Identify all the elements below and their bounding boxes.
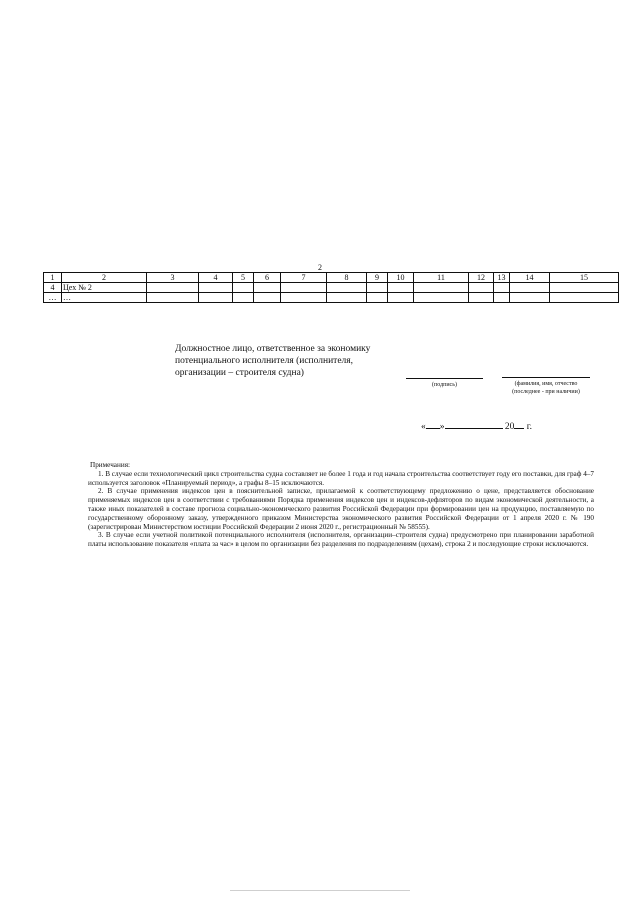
header-cell: 2 — [62, 273, 147, 283]
note-item: 2. В случае применения индексов цен в пояснительной записке, прилагаемой к соответствующему предложению о цене, представляется обоснование применяемых индексов цен в соответствии с требованиями Порядка применения индексов цен и индексов-дефляторов по видам экономической деятельности, а также иных показателей в составе прогноза социально-экономического развития Российской Федерации при формировании цен на продукцию, поставляемую по государственному оборонному заказу, утвержденного приказом Министерства экономического развития Российской Федерации от 1 апреля 2020 г. № 190 (зарегистрирован Министерством юстиции Российской Федерации 2 июня 2020 г., регистрационный № 58555). — [88, 487, 594, 531]
table-row — [44, 293, 619, 303]
header-cell: 8 — [327, 273, 367, 283]
date-open-quote: « — [421, 422, 426, 432]
signature-caption: (подпись) — [432, 382, 457, 388]
table-cell — [233, 293, 254, 303]
name-line — [502, 377, 590, 378]
header-cell: 6 — [254, 273, 281, 283]
table-cell — [199, 283, 233, 293]
official-line-3: организации – строителя судна) — [175, 368, 304, 378]
header-cell: 15 — [550, 273, 619, 283]
data-table — [43, 272, 619, 303]
table-cell — [388, 293, 414, 303]
header-cell: 10 — [388, 273, 414, 283]
table-header-row — [44, 273, 619, 283]
date-close-quote: » — [439, 422, 445, 432]
header-cell: 3 — [147, 273, 199, 283]
table-cell — [367, 293, 388, 303]
table-cell — [147, 293, 199, 303]
table-cell — [281, 283, 327, 293]
table-cell — [414, 283, 469, 293]
table-cell — [494, 283, 510, 293]
official-line-1: Должностное лицо, ответственное за экономику — [175, 344, 371, 354]
table-cell — [414, 293, 469, 303]
table-cell — [327, 283, 367, 293]
table-cell: 4 — [44, 283, 62, 293]
bottom-edge-line — [230, 890, 410, 891]
table-row — [44, 283, 619, 293]
year-suffix: г. — [526, 422, 532, 432]
note-item: 1. В случае если технологический цикл строительства судна составляет не более 1 года и год начала строительства соответствует году его поставки, для граф 4–7 используется заголовок «Планируемый период», а графы 8–15 исключаются. — [88, 469, 594, 487]
table-cell — [469, 283, 494, 293]
table-cell — [494, 293, 510, 303]
header-cell: 11 — [414, 273, 469, 283]
table-cell — [254, 283, 281, 293]
table-cell — [469, 293, 494, 303]
page-number: 2 — [318, 263, 322, 272]
header-cell: 14 — [510, 273, 550, 283]
notes — [88, 461, 594, 549]
table-cell — [510, 283, 550, 293]
table-cell — [199, 293, 233, 303]
header-cell: 13 — [494, 273, 510, 283]
name-caption-line-1: (фамилия, имя, отчество — [514, 381, 578, 387]
header-cell: 12 — [469, 273, 494, 283]
official-line-2: потенциального исполнителя (исполнителя, — [175, 356, 354, 366]
table-cell: … — [62, 293, 147, 303]
header-cell: 4 — [199, 273, 233, 283]
year-blank — [514, 420, 524, 429]
table-cell — [254, 293, 281, 303]
signature-line — [406, 378, 483, 379]
table-cell — [327, 293, 367, 303]
table-cell — [147, 283, 199, 293]
table-cell — [510, 293, 550, 303]
date-line — [421, 420, 532, 432]
table-cell: … — [44, 293, 62, 303]
responsible-official-label — [175, 343, 405, 379]
table-cell — [281, 293, 327, 303]
table-cell: Цех № 2 — [62, 283, 147, 293]
table-cell — [367, 283, 388, 293]
header-cell: 7 — [281, 273, 327, 283]
name-caption — [496, 380, 596, 396]
month-blank — [445, 420, 503, 429]
name-caption-line-2: (последнее - при наличии) — [512, 389, 580, 395]
note-item: 3. В случае если учетной политикой потенциального исполнителя (исполнителя, организации–строителя судна) предусмотрено при планировании заработной платы использование показателя «плата за час» в целом по организации без разделения по подразделениям (цехам), строка 2 и последующие строки исключаются. — [88, 531, 594, 549]
table-cell — [550, 283, 619, 293]
year-prefix: 20 — [504, 422, 515, 432]
header-cell: 5 — [233, 273, 254, 283]
notes-title: Примечания: — [90, 461, 130, 469]
day-blank — [426, 420, 440, 429]
table-cell — [550, 293, 619, 303]
table-cell — [233, 283, 254, 293]
table-cell — [388, 283, 414, 293]
header-cell: 9 — [367, 273, 388, 283]
header-cell: 1 — [44, 273, 62, 283]
